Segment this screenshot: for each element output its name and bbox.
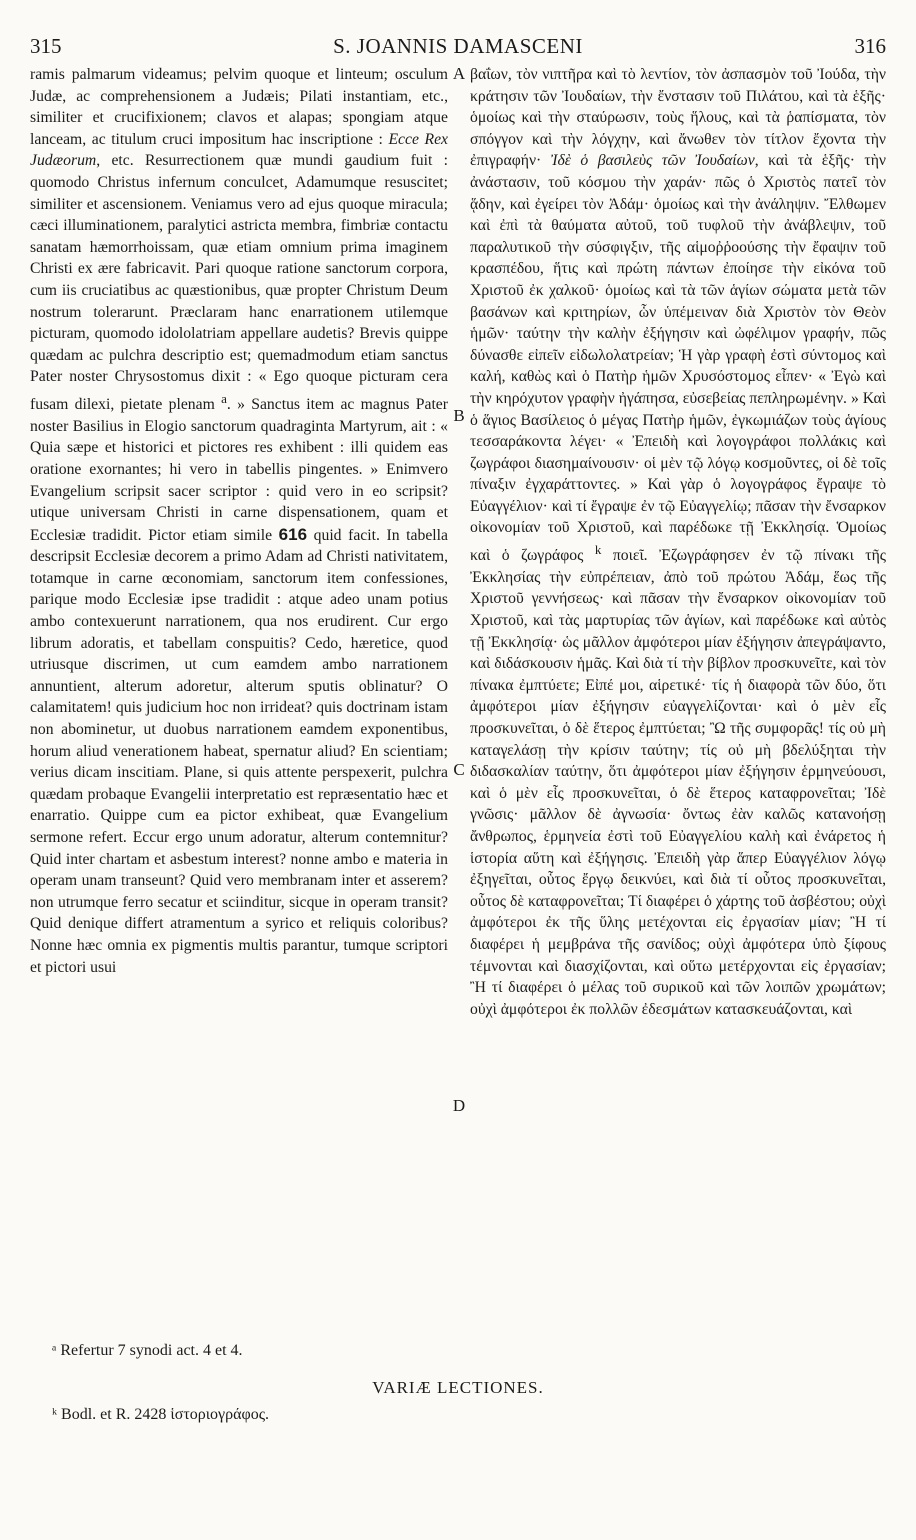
greek-column xyxy=(470,64,886,1320)
footnote-ref-a: a xyxy=(221,390,227,406)
latin-text-cont2: . » Sanctus item ac magnus Pater noster Basilius in Elogio sanctorum quadraginta Martyrum, ait : « Quia sæpe et historici et pictores res exhibent : illi quidem eas oratione exornantes; hi vero in tabellis pingentes. » Enimvero Evangelium scripsit sacer scriptor : quid vero in eo scripsit? utique universam Christi in carne dispensationem, quam et Ecclesiæ tradidit. Pictor etiam simile xyxy=(30,396,448,544)
page-number-right: 316 xyxy=(854,34,886,58)
section-marker-d: D xyxy=(452,1096,466,1115)
column-number: 616 xyxy=(278,524,308,544)
section-marker-c: C xyxy=(453,760,465,779)
running-title: S. JOANNIS DAMASCENI xyxy=(333,34,583,58)
greek-text-cont2: ποιεῖ. Ἐζωγράφησεν ἐν τῷ πίνακι τῆς Ἐκκλησίας τὴν εὐπρέπειαν, ἀπὸ τοῦ πρώτου Ἀδάμ, ἕως τῆς Χριστοῦ γεννήσεως· καὶ πᾶσαν τὴν ἔνσαρκον οἰκονομίαν τοῦ Χριστοῦ, καὶ τὰς μαρτυρίας τῶν ἁγίων, καὶ παρέδωκε καὶ αὐτὸς τῇ Ἐκκλησίᾳ· ὡς μᾶλλον ἀμφότεροι μίαν ἐξήγησιν ἀπεγράψαντο, καὶ διδάσκουσιν ἡμᾶς. Καὶ διὰ τί τὴν βίβλον προσκυνεῖτε, καὶ τὸν πίνακα ἐμπτύετε; Εἰπέ μοι, αἱρετικέ· τίς ἡ διαφορὰ τῶν δύο, ὅτι ἀμφότεροι μίαν ἐξήγησιν εὐαγγελίζονται· καὶ ὁ μὲν εἷς προσκυνεῖται, ὁ δὲ ἕτερος ἐμπτύεται; Ὢ τῆς συμφορᾶς! τίς οὐ μὴ καταγελάσῃ τὴν κρίσιν ταύτην; τίς οὐ μὴ βδελύξηται τὴν διδασκαλίαν ταύτην, ὅτι ἀμφότεροι μίαν ἐξήγησιν ἑρμηνεύουσι, καὶ ὁ μὲν εἷς προσκυνεῖται, ὁ δὲ ἕτερος καταφρονεῖται; Ἰδὲ γνῶσις· μᾶλλον δὲ ἀγνωσία· ὄντως ἐὰν καλῶς κατανοήσῃ ἄνθρωπος, ἑρμηνεία ἐστὶ τοῦ Εὐαγγελίου καλὴ καὶ ἐνάρετος ἡ ἱστορία αὕτη καὶ ἐξήγησις. Ἐπειδὴ γὰρ ἅπερ Εὐαγγέλιον λόγῳ ἐξηγεῖται, οὗτος ἔργῳ δεικνύει, καὶ διὰ τί οὗτος προσκυνεῖται, οὗτος δὲ καταφρονεῖται; Τί διαφέρει ὁ χάρτης τοῦ ἀσβέστου; οὐχὶ ἀμφότεροι ἐκ τῆς ὕλης μετέχονται εἰς ἐργασίαν μίαν; Ἢ τί διαφέρει ἡ μεμβράνα τῆς σανίδος; οὐχὶ ἀμφότερα ὑπὸ ξίφους τέμνονται καὶ διασχίζονται, καὶ οὕτω μετέρχονται εἰς ἐργασίαν; Ἢ τί διαφέρει ὁ μέλας τοῦ συρικοῦ καὶ τῶν λοιπῶν χρωμάτων; οὐχὶ ἀμφότεροι ἐκ πολλῶν ἐδεσμάτων κατασκευάζονται, καὶ xyxy=(470,547,886,1018)
greek-inscription: Ἰδὲ ὁ βασιλεὺς τῶν Ἰουδαίων xyxy=(550,152,755,170)
latin-inscription: Ecce Rex Judæorum xyxy=(30,130,448,170)
latin-text-cont: , etc. Resurrectionem quæ mundi gaudium fuit : quomodo Christus infernum conculcet, Adamumque resuscitet; similiter et ascensionem. Veniamus vero ad ejus quoque miracula; cæci illuminationem, paralytici astricta membra, fimbriæ contactu sanatam hæmorrhoissam, quæ etiam omnium prima imaginem Christi ex ære fabricavit. Pari quoque ratione sanctorum corpora, cum iis cruciatibus ac quæstionibus, quæ propter Christum Deum nostrum tolerarunt. Præclaram hanc enarrationem utilemque picturam, quomodo idololatriam appellare audetis? Brevis quippe quædam ac pulchra descriptio est; quemadmodum etiam sanctus Pater noster Chrysostomus dixit : « Ego quoque picturam cera fusam dilexi, pietate plenam xyxy=(30,152,448,414)
greek-text: βαΐων, τὸν νιπτῆρα καὶ τὸ λεντίον, τὸν ἀσπασμὸν τοῦ Ἰούδα, τὴν κράτησιν τῶν Ἰουδαίων, τὴν ἔνστασιν τοῦ Πιλάτου, καὶ τὰ ἑξῆς· ὁμοίως καὶ τὴν σταύρωσιν, τοὺς ἥλους, καὶ τὰ ῥαπίσματα, τὸν σπόγγον καὶ τὴν λόγχην, καὶ ἄνωθεν τὸν τίτλον ἔχοντα τὴν ἐπιγραφήν· xyxy=(470,66,886,170)
greek-text-cont: , καὶ τὰ ἑξῆς· τὴν ἀνάστασιν, τοῦ κόσμου τὴν χαράν· πῶς ὁ Χριστὸς πατεῖ τὸν ᾅδην, καὶ ἐγείρει τὸν Ἀδάμ· ὁμοίως καὶ τὴν ἀνάληψιν. Ἔλθωμεν καὶ ἐπὶ τὰ θαύματα αὐτοῦ, τοῦ τυφλοῦ τὴν ἀνάβλεψιν, τοῦ παραλυτικοῦ τὴν σύσφιγξιν, τῆς αἱμοῤῥοούσης τὴν ἔφαψιν τοῦ κρασπέδου, ἥτις καὶ πρώτη πάντων ἐποίησε τὴν εἰκόνα τοῦ Χριστοῦ ἐκ χαλκοῦ· ὁμοίως καὶ τὰ τῶν ἁγίων σώματα μετὰ τῶν βασάνων καὶ κριτηρίων, ὧν ὑπέμειναν διὰ Χριστὸν τὸν Θεὸν ἡμῶν· ταύτην τὴν καλὴν ἐξήγησιν καὶ ὠφέλιμον γραφήν, πῶς δύνασθε εἰπεῖν εἰδωλολατρείαν; Ἡ γὰρ γραφὴ ἐστὶ σύντομος καὶ καλή, καθὼς καὶ ὁ Πατὴρ ἡμῶν Χρυσόστομος εἶπεν· « Ἐγὼ καὶ τὴν κηρόχυτον γραφὴν ἠγάπησα, εὐσεβείας πεπληρωμένην. » Καὶ ὁ ἅγιος Βασίλειος ὁ μέγας Πατὴρ ἡμῶν, ἐγκωμιάζων τοὺς ἁγίους τεσσαράκοντα λέγει· « Ἐπειδὴ καὶ λογογράφοι πολλάκις καὶ ζωγράφοι διασημαίνουσιν· οἱ μὲν τῷ λόγῳ κοσμοῦντες, οἱ δὲ τοῖς πίναξιν ἐγχαράττοντες. » Καὶ γὰρ ὁ λογογράφος ἔγραψε τὸ Εὐαγγέλιον· καὶ τί ἔγραψε ἐν τῷ Εὐαγγελίῳ; πᾶσαν τὴν ἔνσαρκον οἰκονομίαν τοῦ Χριστοῦ, καὶ παρέδωκε τῇ Ἐκκλησίᾳ. Ὁμοίως καὶ ὁ ζωγράφος xyxy=(470,152,886,565)
footnote-k: ᵏ Bodl. et R. 2428 ἱστοριογράφος. xyxy=(52,1406,270,1423)
latin-text: ramis palmarum videamus; pelvim quoque et linteum; osculum Judæ, ac comprehensionem a Judæis; Pilati instantiam, etc., similiter et crucifixionem; clavos et alapas; spongiam atque lanceam, ac titulum cruci impositum hac inscriptione : xyxy=(30,66,448,148)
variae-lectiones-heading: VARIÆ LECTIONES. xyxy=(372,1378,544,1397)
latin-column xyxy=(30,64,448,1320)
page-header xyxy=(30,34,886,64)
page-number-left: 315 xyxy=(30,34,62,58)
footnote-a: ᵃ Refertur 7 synodi act. 4 et 4. xyxy=(52,1342,243,1359)
section-marker-a: A xyxy=(452,64,466,83)
section-marker-b: B xyxy=(453,406,465,425)
latin-text-cont3: quid facit. In tabella descripsit Ecclesiæ decorem a primo Adam ad Christi nativitatem, totamque in carne œconomiam, sanctorum item confessiones, parique modo Ecclesiæ ipse tradidit : atque adeo unam potius ambo contexuerunt narrationem, qua nos erudirent. Cur ergo librum adoratis, et tabellam conspuitis? Cedo, hæretice, quod utriusque discrimen, ut cum eamdem ambo narrationem annuntient, alterum adoretur, alterum sputis oblinatur? O calamitatem! quis judicium hoc non irrideat? quis doctrinam istam non abominetur, ut duobus narrationem eamdem exponentibus, horum aliud venerationem habeat, spernatur aliud? En scientiam; verius dicam inscitiam. Plane, si quis attente perspexerit, pulchra quædam probaque Evangelii interpretatio est repræsentatio hæc et enarratio. Quippe cum ea pictor exhibeat, quæ Evangelium sermone refert. Eccur ergo unum adoratur, alterum contemnitur? Quid inter chartam et asbestum interest? nonne ambo e materia in operam unam transeunt? Quid vero membranam inter et asserem? non utrumque ferro secatur et sciinditur, sicque in operam transit? Quid denique differt atramentum a syrico et reliquis coloribus? Nonne hæc omnia ex pigmentis multis parantur, tumque scriptori et pictori usui xyxy=(30,526,448,976)
footnote-ref-k: k xyxy=(594,542,602,558)
